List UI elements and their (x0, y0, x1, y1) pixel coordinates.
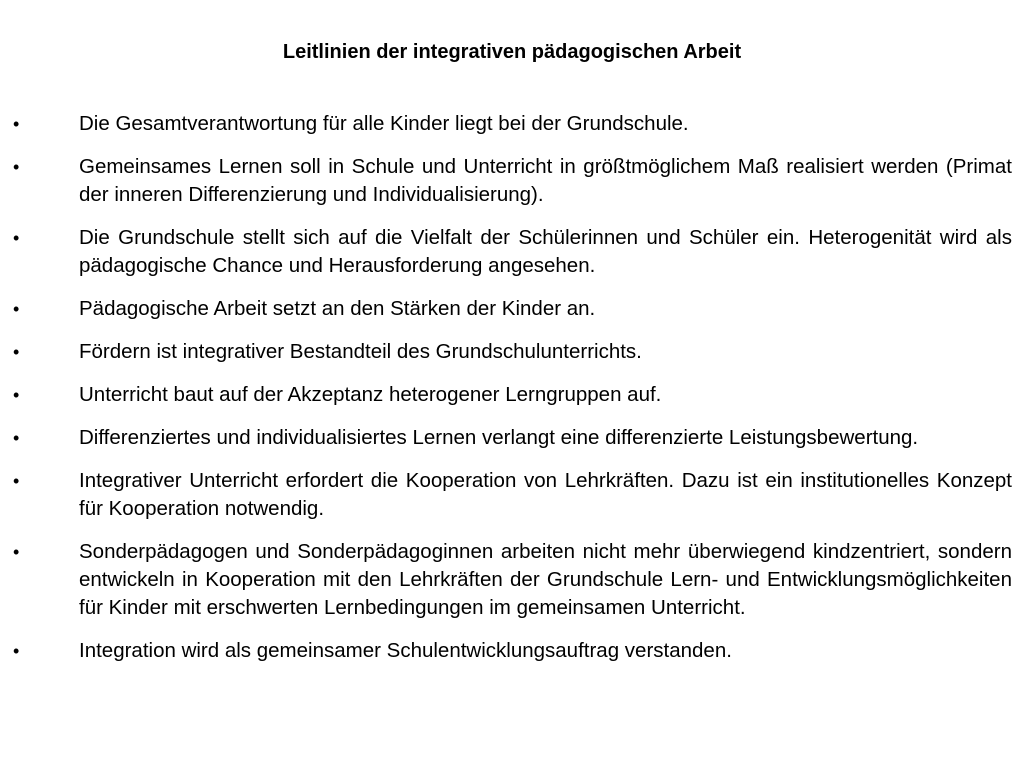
bullet-icon: • (13, 228, 20, 248)
bullet-icon: • (13, 471, 20, 491)
list-item (0, 110, 1024, 138)
bullet-icon: • (13, 641, 20, 661)
list-item (0, 424, 1024, 452)
list-item (0, 153, 1024, 209)
bullet-icon: • (13, 342, 20, 362)
list-item-text: Differenziertes und individualisiertes Lernen verlangt eine differenzierte Leistungsbewertung. (79, 426, 919, 449)
list-item-text: Integration wird als gemeinsamer Schulentwicklungsauftrag verstanden. (79, 639, 732, 662)
bullet-icon: • (13, 157, 20, 177)
list-item-text: Sonderpädagogen und Sonderpädagoginnen arbeiten nicht mehr überwiegend kindzentriert, sondern entwickeln in Kooperation mit den Lehrkräften der Grundschule Lern- und Entwicklungsmöglichkeiten für Kinder mit erschwerten Lernbedingungen im gemeinsamen Unterricht. (79, 540, 1012, 619)
list-item-text: Die Gesamtverantwortung für alle Kinder liegt bei der Grundschule. (79, 112, 689, 135)
bullet-list (0, 110, 1024, 680)
list-item-text: Pädagogische Arbeit setzt an den Stärken der Kinder an. (79, 297, 596, 320)
list-item (0, 224, 1024, 280)
list-item-text: Integrativer Unterricht erfordert die Kooperation von Lehrkräften. Dazu ist ein institutionelles Konzept für Kooperation notwendig. (79, 469, 1012, 520)
list-item (0, 637, 1024, 665)
list-item (0, 338, 1024, 366)
list-item (0, 381, 1024, 409)
slide-title: Leitlinien der integrativen pädagogischen Arbeit (282, 41, 742, 63)
bullet-icon: • (13, 385, 20, 405)
list-item-text: Fördern ist integrativer Bestandteil des Grundschulunterrichts. (79, 340, 642, 363)
list-item-text: Die Grundschule stellt sich auf die Vielfalt der Schülerinnen und Schüler ein. Heterogenität wird als pädagogische Chance und Herausforderung angesehen. (79, 226, 1012, 277)
list-item (0, 467, 1024, 523)
bullet-icon: • (13, 428, 20, 448)
bullet-icon: • (13, 542, 20, 562)
bullet-icon: • (13, 299, 20, 319)
list-item-text: Unterricht baut auf der Akzeptanz heterogener Lerngruppen auf. (79, 383, 662, 406)
list-item (0, 538, 1024, 622)
list-item (0, 295, 1024, 323)
bullet-icon: • (13, 114, 20, 134)
list-item-text: Gemeinsames Lernen soll in Schule und Unterricht in größtmöglichem Maß realisiert werden (Primat der inneren Differenzierung und Individualisierung). (79, 155, 1012, 206)
